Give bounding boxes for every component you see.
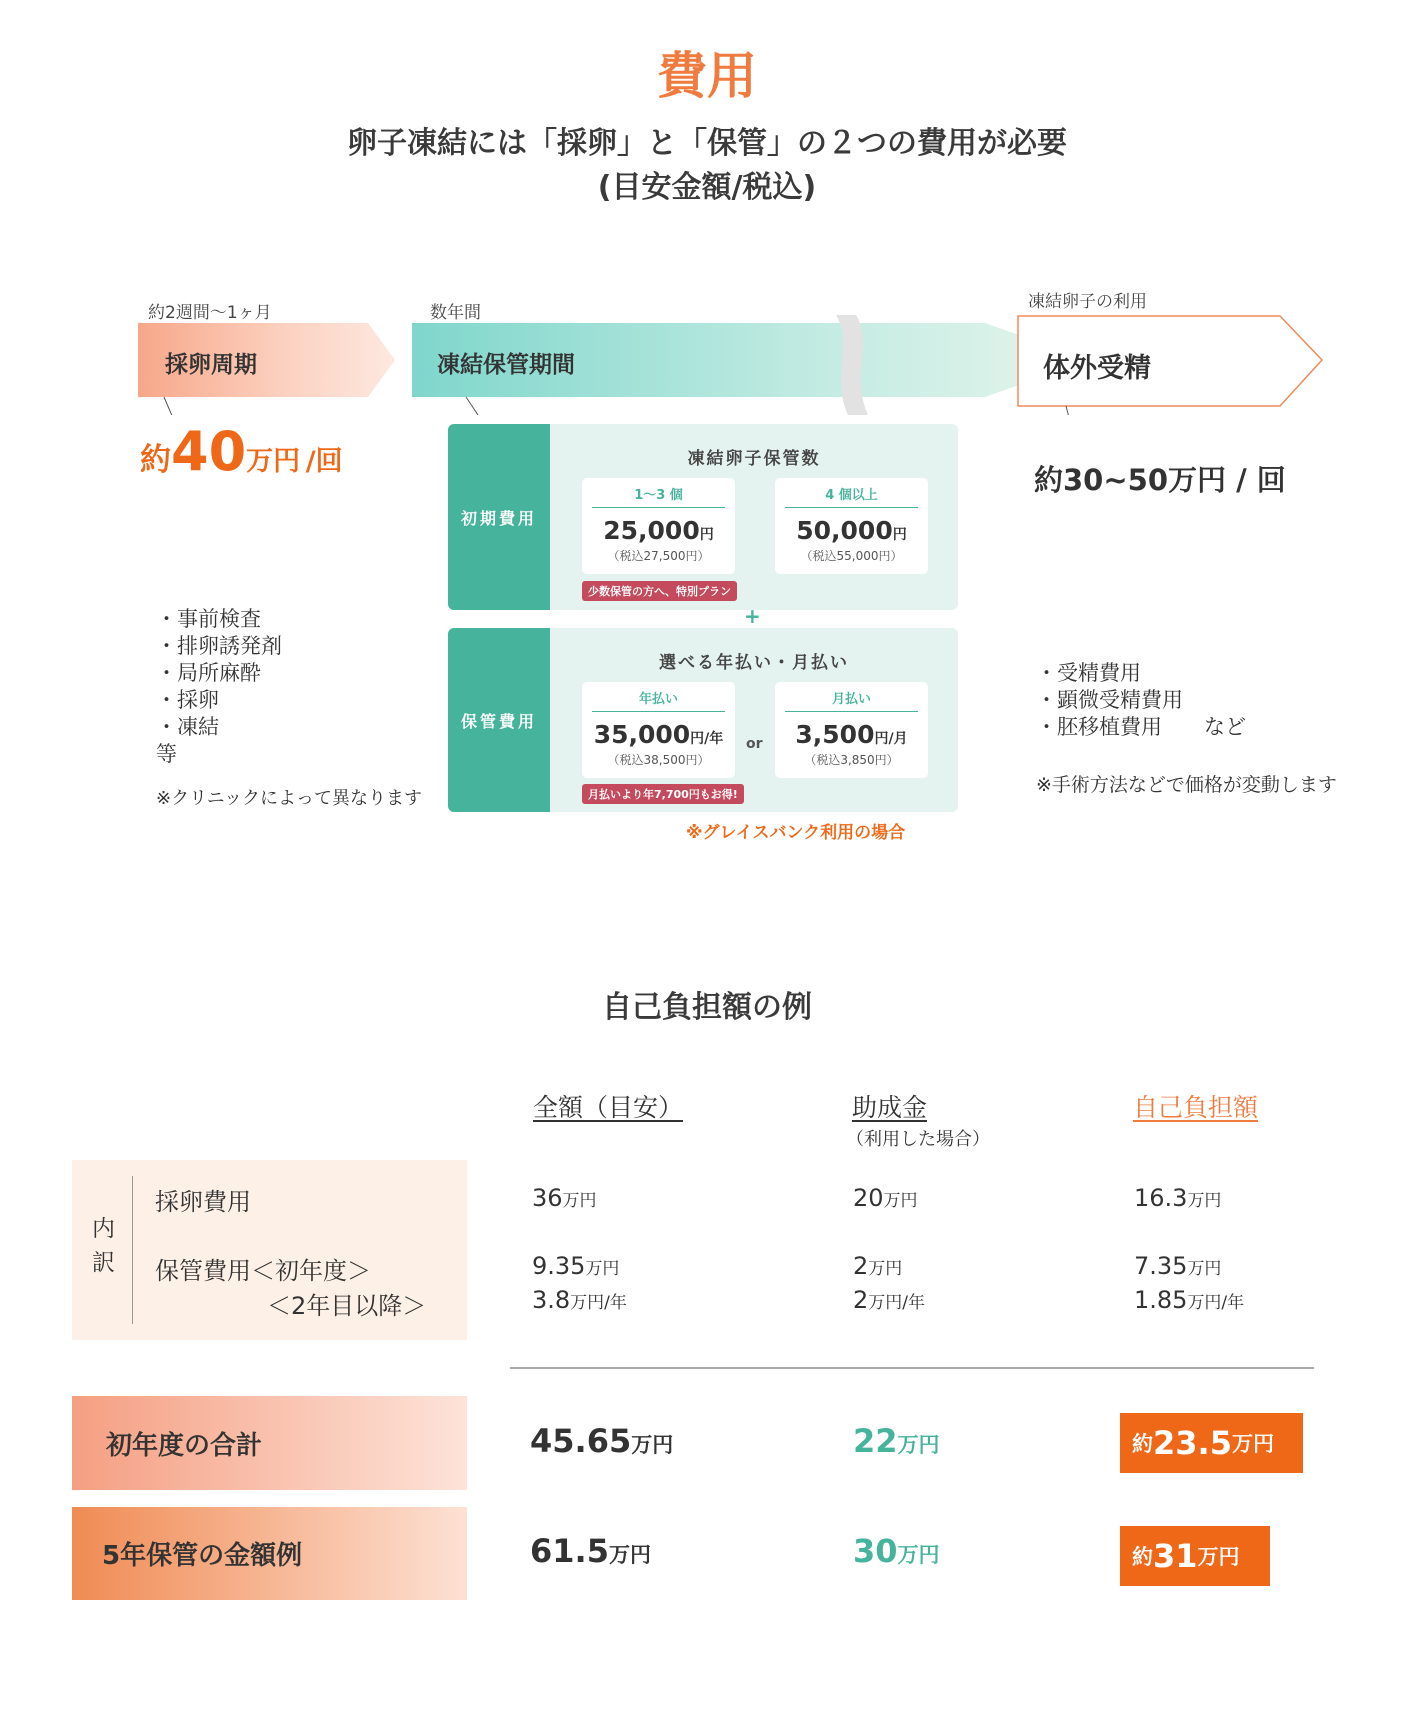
subtitle-line1: 卵子凍結には「採卵」と「保管」の２つの費用が必要 [347, 126, 1067, 161]
page-subtitle [0, 122, 1414, 210]
subtitle-line2: (目安金額/税込) [597, 170, 817, 205]
first-year-total-label: 初年度の合計 [72, 1396, 467, 1490]
special-plan-badge: 少数保管の方へ、特別プラン [582, 581, 737, 601]
column-self-pay: 自己負担額 [1133, 1093, 1259, 1122]
list-item: ・顕微受精費用 [1036, 688, 1183, 712]
initial-fee-side-label: 初期費用 [448, 424, 550, 610]
card-price: 35,000円/年 [593, 720, 724, 749]
total-storage-later: 3.8万円/年 [532, 1286, 627, 1314]
retrieval-price-suffix: /回 [305, 446, 343, 477]
divider-line [510, 1367, 1314, 1369]
five-year-subsidy: 30万円 [853, 1532, 940, 1570]
row-storage-later-label: ＜2年目以降＞ [267, 1292, 427, 1320]
card-tax: （税込55,000円） [800, 549, 903, 563]
first-year-total: 45.65万円 [530, 1422, 674, 1460]
list-item: ・受精費用 [1036, 661, 1141, 685]
first-year-subsidy: 22万円 [853, 1422, 940, 1460]
retrieval-items [156, 606, 282, 768]
self-storage-first: 7.35万円 [1134, 1252, 1222, 1280]
subsidy-storage-first: 2万円 [853, 1252, 903, 1280]
self-storage-later: 1.85万円/年 [1134, 1286, 1245, 1314]
fee-card-yearly [582, 682, 735, 778]
retrieval-note: ※クリニックによって異なります [156, 788, 423, 809]
storage-fee-side-label: 保管費用 [448, 628, 550, 812]
card-price: 3,500円/月 [795, 720, 908, 749]
storage-fee-panel [448, 628, 958, 812]
yearly-savings-badge: 月払いより年7,700円もお得! [582, 784, 744, 804]
storage-duration: 数年間 [430, 303, 481, 323]
or-label: or [746, 736, 763, 752]
list-item: ・胚移植費用 など [1036, 715, 1246, 739]
ivf-items [1036, 660, 1246, 741]
fee-card-monthly [775, 682, 928, 778]
card-label: 4 個以上 [825, 488, 878, 503]
retrieval-price-prefix: 約 [140, 442, 171, 478]
ivf-label: 体外受精 [1043, 353, 1151, 384]
initial-fee-panel [448, 424, 958, 610]
ivf-note: ※手術方法などで価格が変動します [1036, 774, 1337, 796]
initial-card-1 [582, 478, 735, 574]
card-label: 月払い [831, 692, 871, 707]
list-item: ・採卵 [156, 688, 219, 712]
list-item: ・排卵誘発剤 [156, 634, 282, 658]
total-retrieval: 36万円 [532, 1184, 597, 1212]
five-year-total: 61.5万円 [530, 1532, 651, 1570]
ivf-duration: 凍結卵子の利用 [1028, 292, 1147, 312]
row-retrieval-label: 採卵費用 [155, 1188, 251, 1216]
card-price: 25,000円 [603, 516, 714, 545]
card-tax: （税込27,500円） [607, 549, 710, 563]
list-item: 等 [156, 742, 177, 766]
breakdown-divider [132, 1176, 133, 1324]
column-subsidy-note: （利用した場合） [846, 1129, 990, 1150]
card-price: 50,000円 [796, 516, 907, 545]
card-label: 1〜3 個 [634, 488, 683, 503]
card-tax: （税込3,850円） [804, 753, 899, 767]
list-item: ・凍結 [156, 715, 219, 739]
five-year-label: 5年保管の金額例 [72, 1507, 467, 1600]
initial-fee-header: 凍結卵子保管数 [687, 449, 821, 469]
card-tax: （税込38,500円） [607, 753, 710, 767]
column-subsidy: 助成金 [852, 1093, 928, 1122]
initial-card-2 [775, 478, 928, 574]
total-storage-first: 9.35万円 [532, 1252, 620, 1280]
list-item: ・事前検査 [156, 607, 261, 631]
column-total: 全額（目安） [533, 1093, 684, 1122]
retrieval-label: 採卵周期 [165, 352, 257, 378]
self-retrieval: 16.3万円 [1134, 1184, 1222, 1212]
storage-label: 凍結保管期間 [437, 352, 575, 378]
breakdown-label: 内 訳 [92, 1216, 115, 1276]
first-year-self-pay: 約 23.5 万円 [1120, 1413, 1303, 1473]
page-title: 費用 [657, 47, 757, 105]
subsidy-storage-later: 2万円/年 [853, 1286, 926, 1314]
example-title: 自己負担額の例 [602, 990, 812, 1025]
gracebank-note: ※グレイスバンク利用の場合 [686, 823, 906, 843]
plus-sign: + [744, 604, 761, 628]
retrieval-price-num: 40 [171, 420, 247, 483]
subsidy-retrieval: 20万円 [853, 1184, 918, 1212]
retrieval-price [140, 420, 343, 483]
retrieval-price-unit: 万円 [246, 446, 301, 477]
retrieval-duration: 約2週間〜1ヶ月 [148, 303, 272, 323]
ivf-price: 約30~50万円 / 回 [1034, 463, 1286, 497]
five-year-self-pay: 約 31 万円 [1120, 1526, 1270, 1586]
card-label: 年払い [638, 692, 678, 707]
row-storage-first-label: 保管費用＜初年度＞ [155, 1257, 371, 1285]
list-item: ・局所麻酔 [156, 661, 261, 685]
storage-fee-header: 選べる年払い・月払い [659, 653, 849, 673]
